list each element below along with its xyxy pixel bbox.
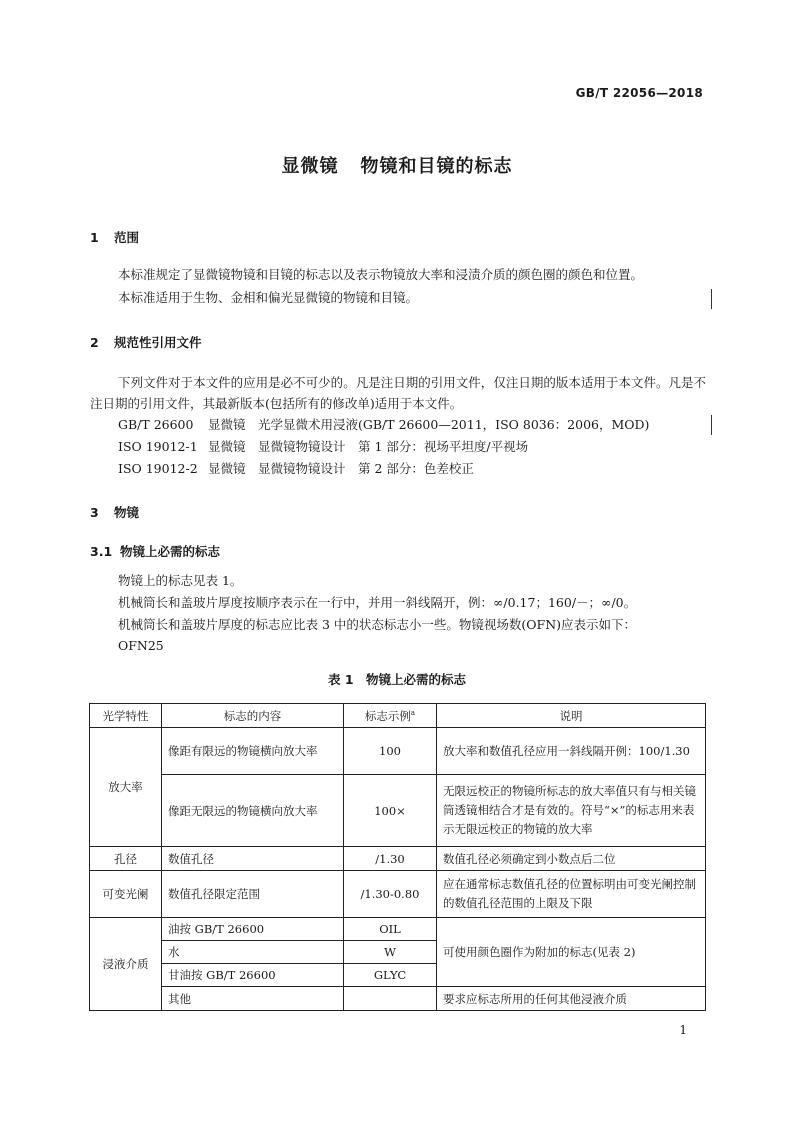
document-number: GB/T 22056—2018	[575, 86, 703, 100]
content-cell: 像距有限远的物镜横向放大率	[162, 728, 344, 775]
content-cell: 数值孔径	[162, 847, 344, 871]
section-3-1-heading	[90, 542, 220, 560]
group-cell: 可变光阑	[90, 871, 162, 918]
table-row	[90, 775, 706, 847]
reference-code: GB/T 26600	[118, 417, 194, 432]
section-number: 1	[90, 230, 99, 245]
objective-paragraph-1: 物镜上的标志见表 1。	[118, 573, 243, 588]
description-cell: 无限远校正的物镜所标志的放大率值只有与相关镜筒透镜相结合才是有效的。符号“×”的标志用来表示无限远校正的物镜的放大率	[437, 775, 706, 847]
scope-paragraph-1: 本标准规定了显微镜物镜和目镜的标志以及表示物镜放大率和浸渍介质的颜色圈的颜色和位置。	[118, 267, 644, 282]
reference-title: 显微镜 显微镜物镜设计 第 2 部分：色差校正	[208, 461, 474, 476]
table-row	[90, 871, 706, 918]
objective-paragraph-2: 机械筒长和盖玻片厚度按顺序表示在一行中，并用一斜线隔开，例：∞/0.17；160/－；∞/0。	[118, 595, 637, 610]
example-cell	[344, 987, 437, 1011]
title-part-2: 物镜和目镜的标志	[360, 156, 513, 177]
references-intro: 下列文件对于本文件的应用是必不可少的。凡是注日期的引用文件，仅注日期的版本适用于本文件。凡是不注日期的引用文件，其最新版本(包括所有的修改单)适用于本文件。	[90, 375, 706, 411]
content-cell: 其他	[162, 987, 344, 1011]
section-1-heading	[90, 228, 139, 246]
example-cell: /1.30-0.80	[344, 871, 437, 918]
description-cell: 要求应标志所用的任何其他浸液介质	[437, 987, 706, 1011]
section-number: 2	[90, 335, 99, 350]
column-header: 说明	[437, 704, 706, 728]
table-row	[90, 918, 706, 941]
section-number: 3.1	[90, 544, 113, 559]
content-cell: 水	[162, 941, 344, 964]
change-bar	[711, 415, 712, 435]
example-cell: GLYC	[344, 964, 437, 987]
scope-paragraph-2: 本标准适用于生物、金相和偏光显微镜的物镜和目镜。	[118, 290, 419, 305]
reference-title: 显微镜 光学显微术用浸液(GB/T 26600—2011，ISO 8036：2006，MOD)	[208, 417, 650, 432]
table-caption: 表 1 物镜上必需的标志	[327, 672, 467, 687]
reference-code: ISO 19012-2	[118, 461, 198, 476]
example-cell: W	[344, 941, 437, 964]
page-number: 1	[679, 1023, 687, 1037]
content-cell: 甘油按 GB/T 26600	[162, 964, 344, 987]
section-title: 物镜	[114, 505, 140, 520]
group-cell: 浸液介质	[90, 918, 162, 1011]
section-3-heading	[90, 503, 139, 521]
reference-item	[118, 459, 474, 479]
example-cell: 100	[344, 728, 437, 775]
description-cell: 应在通常标志数值孔径的位置标明由可变光阑控制的数值孔径范围的上限及下限	[437, 871, 706, 918]
section-title: 规范性引用文件	[114, 335, 202, 350]
reference-title: 显微镜 显微镜物镜设计 第 1 部分：视场平坦度/平视场	[208, 439, 529, 454]
section-title: 物镜上必需的标志	[120, 544, 221, 559]
change-bar	[711, 289, 712, 309]
description-cell: 数值孔径必须确定到小数点后二位	[437, 847, 706, 871]
objective-marking-table	[89, 703, 706, 1011]
page-title	[0, 152, 794, 178]
content-cell: 数值孔径限定范围	[162, 871, 344, 918]
section-2-heading	[90, 333, 202, 351]
table-row	[90, 987, 706, 1011]
description-cell: 放大率和数值孔径应用一斜线隔开例：100/1.30	[437, 728, 706, 775]
description-cell: 可使用颜色圈作为附加的标志(见表 2)	[437, 918, 706, 987]
reference-item	[118, 437, 528, 457]
section-title: 范围	[114, 230, 140, 245]
table-row	[90, 728, 706, 775]
column-header	[344, 704, 437, 728]
title-part-1: 显微镜	[281, 156, 339, 177]
example-cell: 100×	[344, 775, 437, 847]
section-number: 3	[90, 505, 99, 520]
example-cell: /1.30	[344, 847, 437, 871]
content-cell: 像距无限远的物镜横向放大率	[162, 775, 344, 847]
column-header: 光学特性	[90, 704, 162, 728]
example-cell: OIL	[344, 918, 437, 941]
content-cell: 油按 GB/T 26600	[162, 918, 344, 941]
table-header-row	[90, 704, 706, 728]
group-cell: 放大率	[90, 728, 162, 847]
table-row	[90, 847, 706, 871]
objective-paragraph-4: OFN25	[118, 638, 164, 653]
group-cell: 孔径	[90, 847, 162, 871]
objective-paragraph-3: 机械筒长和盖玻片厚度的标志应比表 3 中的状态标志小一些。物镜视场数(OFN)应表示如下：	[118, 617, 637, 632]
header-text: 标志示例	[364, 708, 411, 723]
column-header: 标志的内容	[162, 704, 344, 728]
reference-code: ISO 19012-1	[118, 439, 198, 454]
reference-item	[118, 415, 649, 435]
footnote-marker: a	[410, 708, 416, 717]
